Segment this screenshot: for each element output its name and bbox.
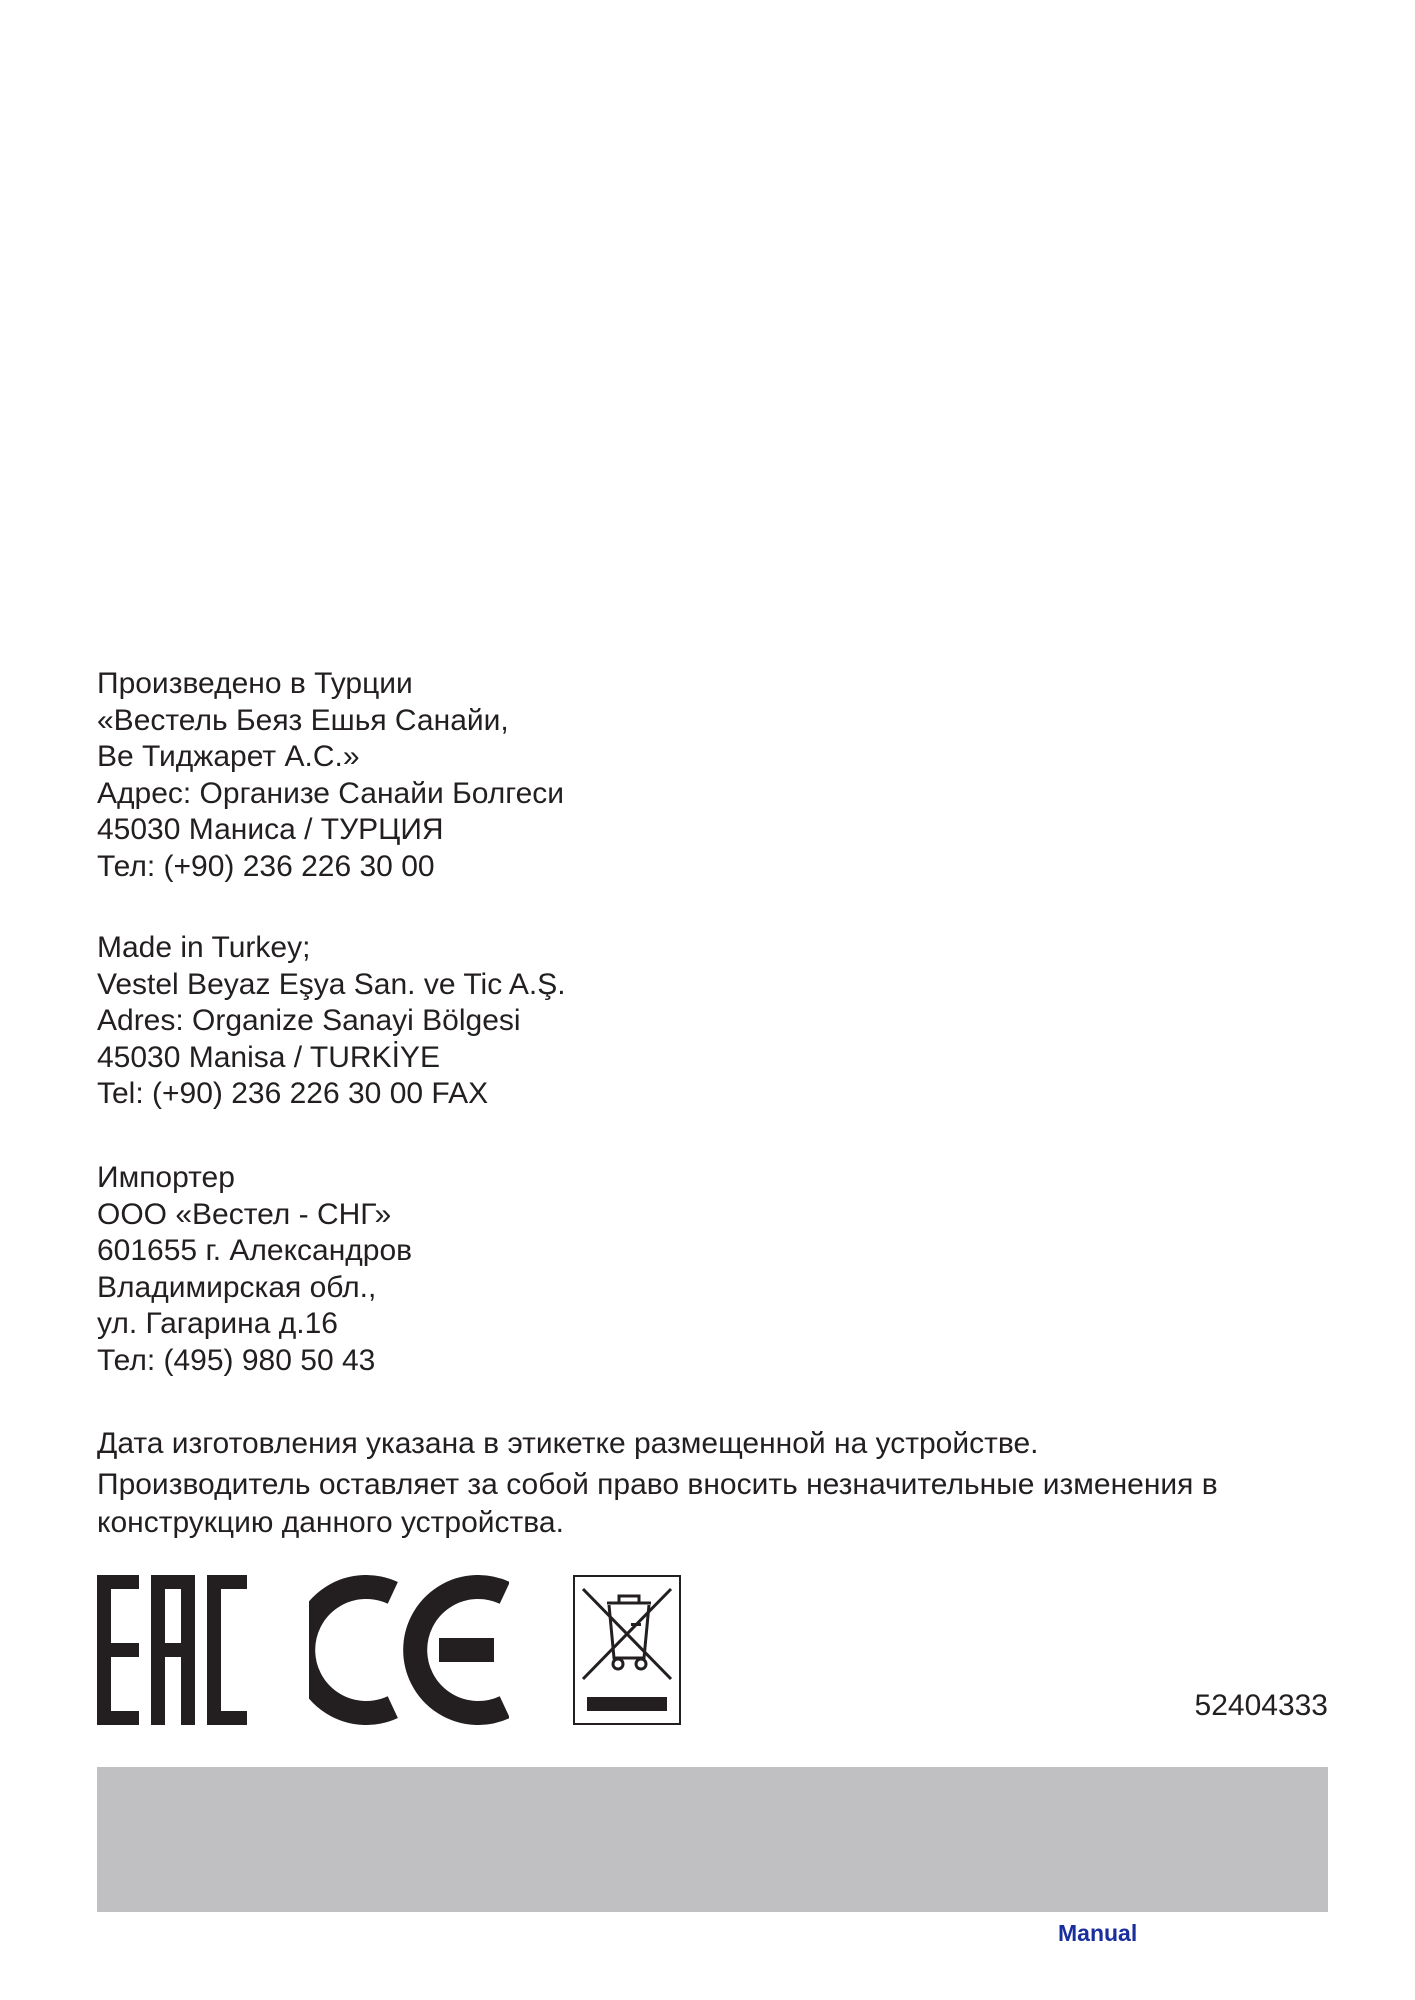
ce-mark-icon	[309, 1575, 509, 1725]
address-line: Адрес: Организе Санайи Болгеси	[97, 776, 565, 810]
address-line: Vestel Beyaz Eşya San. ve Tic A.Ş.	[97, 967, 566, 1001]
address-line: Тел: (+90) 236 226 30 00	[97, 849, 435, 883]
address-line: Tel: (+90) 236 226 30 00 FAX	[97, 1077, 489, 1111]
address-line: ООО «Вестел - СНГ»	[97, 1197, 392, 1231]
importer-address	[97, 1160, 412, 1380]
address-line: 45030 Manisa / TURKİYE	[97, 1040, 440, 1074]
address-line: «Вестель Беяз Ешья Санайи,	[97, 703, 509, 737]
address-line: Владимирская обл.,	[97, 1270, 377, 1304]
manufacturer-ru-address	[97, 666, 564, 886]
eac-mark-icon	[97, 1575, 247, 1725]
address-line: ул. Гагарина д.16	[97, 1307, 338, 1341]
production-date-note: Дата изготовления указана в этикетке размещенной на устройстве.	[97, 1427, 1039, 1460]
footer-color-bar	[97, 1767, 1328, 1912]
legal-notes	[97, 1425, 1337, 1542]
manual-label: Manual	[1058, 1920, 1138, 1946]
address-line: Adres: Organize Sanayi Bölgesi	[97, 1004, 521, 1038]
address-line: Произведено в Турции	[97, 667, 413, 700]
address-line: Made in Turkey;	[97, 931, 311, 964]
address-line: Ве Тиджарет А.С.»	[97, 740, 360, 774]
address-line: 45030 Маниса / ТУРЦИЯ	[97, 813, 444, 847]
crossed-out-bin-icon	[573, 1575, 681, 1725]
part-number: 52404333	[1194, 1689, 1328, 1722]
address-line: Тел: (495) 980 50 43	[97, 1343, 376, 1377]
address-line: 601655 г. Александров	[97, 1234, 413, 1268]
manufacturer-tr-address	[97, 930, 566, 1113]
address-line: Импортер	[97, 1161, 235, 1194]
changes-disclaimer: Производитель оставляет за собой право вносить незначительные изменения в конструкцию данного устройства.	[97, 1468, 1218, 1539]
